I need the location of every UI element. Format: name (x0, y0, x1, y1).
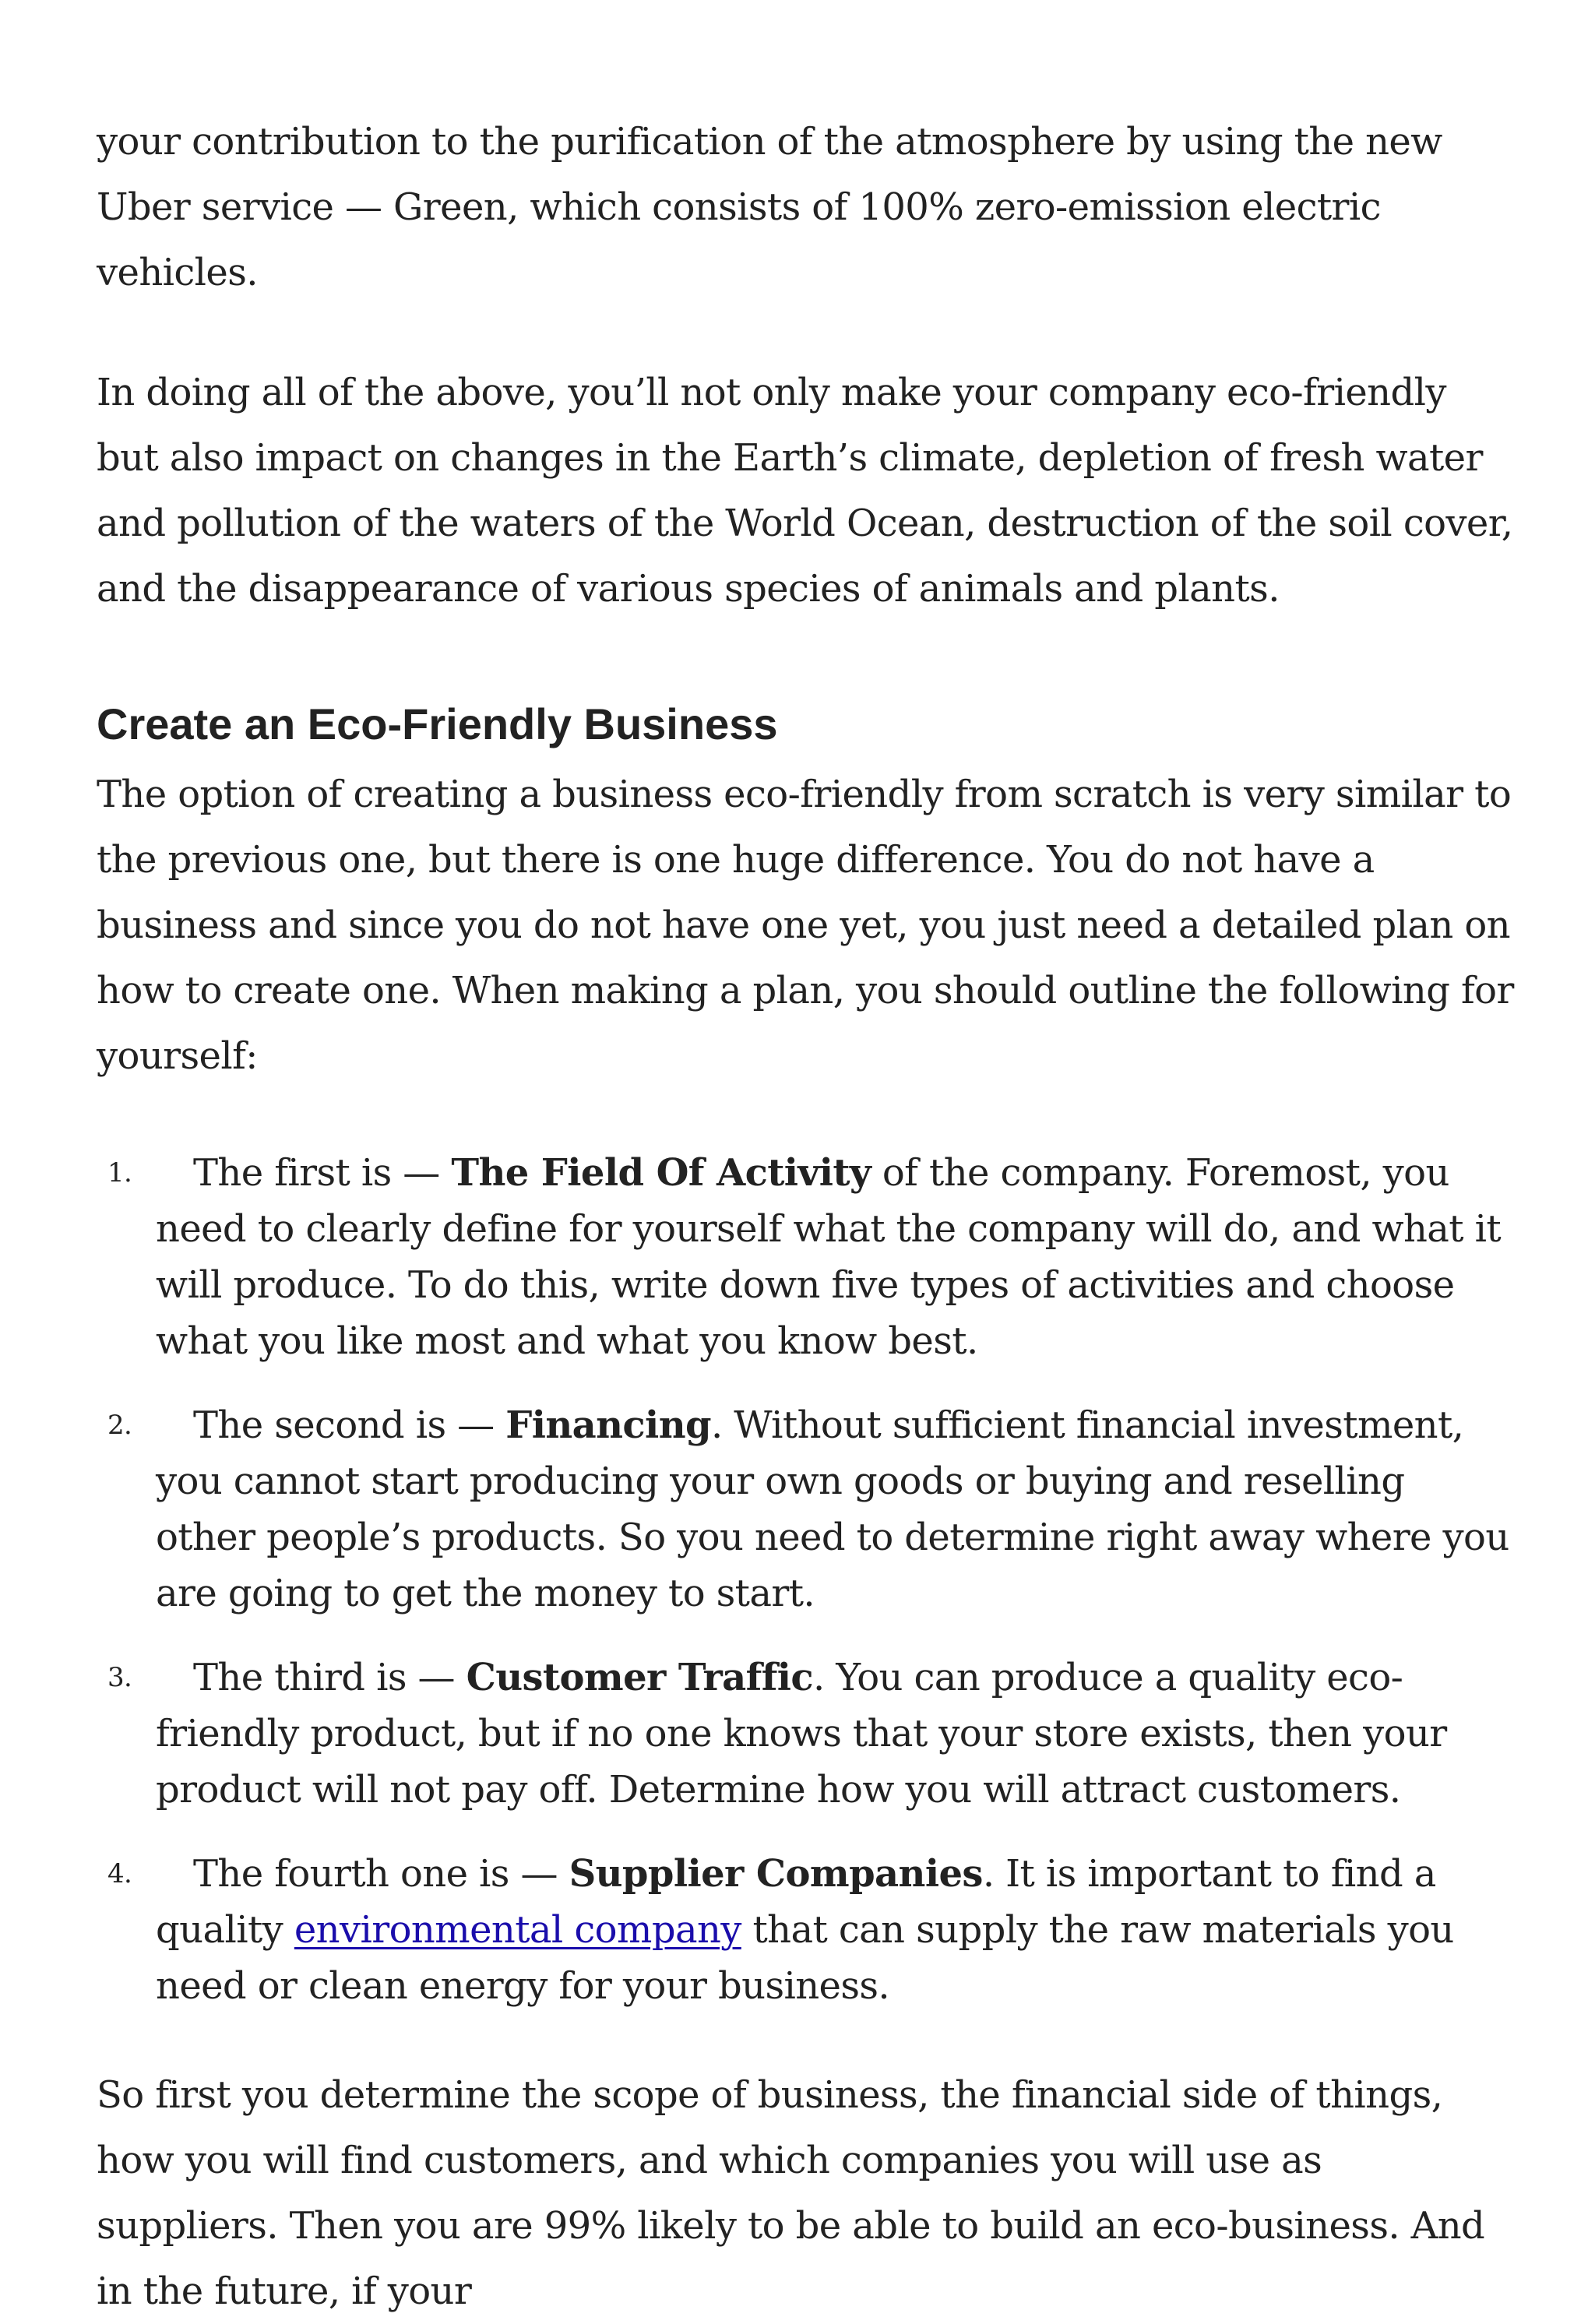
list-item (97, 1145, 1514, 1369)
list-item-text: . Without sufficient financial investment, you cannot start producing your own goods or buying and reselling other people’s products. So you need to determine right away where you are going to get the money to start. (156, 1403, 1509, 1615)
list-item-bold-term: Supplier Companies (569, 1852, 983, 1896)
list-item-text: . You can produce a quality eco-friendly product, but if no one knows that your store exists, then your product will not pay off. Determine how you will attract customers. (156, 1656, 1447, 1812)
list-item-text: . It is important to find a quality (156, 1852, 1436, 1952)
list-item-lead: The second is — (193, 1403, 506, 1447)
section-heading: Create an Eco-Friendly Business (97, 699, 778, 748)
environmental-company-link[interactable]: environmental company (294, 1908, 741, 1952)
list-item-bold-term: Financing (505, 1403, 711, 1447)
steps-list (97, 1145, 1514, 2014)
section-intro-paragraph: The option of creating a business eco-friendly from scratch is very similar to the previous one, but there is one huge difference. You do not have a business and since you do not have one yet, you just need a detailed plan on how to create one. When making a plan, you should outline the following for yourself: (97, 773, 1514, 1078)
list-item-lead: The third is — (193, 1656, 467, 1699)
list-item-number: 4. (107, 1858, 132, 1889)
list-item-lead: The fourth one is — (193, 1852, 569, 1896)
intro-paragraph-1: your contribution to the purification of the atmosphere by using the new Uber service — Green, which consists of 100% zero-emission electric vehicles. (97, 120, 1442, 294)
document-page (97, 109, 1514, 2324)
list-item (97, 1397, 1514, 1622)
list-item-text: that can supply the raw materials you need or clean energy for your business. (156, 1908, 1454, 2008)
list-item-number: 3. (107, 1662, 132, 1693)
list-item-lead: The first is — (193, 1151, 452, 1195)
list-item-bold-term: Customer Traffic (466, 1656, 814, 1699)
list-item (97, 1650, 1514, 1818)
list-item (97, 1846, 1514, 2014)
closing-paragraph: So first you determine the scope of business, the financial side of things, how you will find customers, and which companies you will use as suppliers. Then you are 99% likely to be able to build an eco-business. And in the future, if your (97, 2073, 1485, 2313)
list-item-bold-term: The Field Of Activity (451, 1151, 871, 1195)
list-item-number: 1. (107, 1157, 132, 1188)
list-item-number: 2. (107, 1410, 132, 1441)
intro-paragraph-2: In doing all of the above, you’ll not only make your company eco-friendly but also impact on changes in the Earth’s climate, depletion of fresh water and pollution of the waters of the World Ocean, destruction of the soil cover, and the disappearance of various species of animals and plants. (97, 371, 1513, 611)
list-item-text: of the company. Foremost, you need to clearly define for yourself what the company will do, and what it will produce. To do this, write down five types of activities and choose what you like most and what you know best. (156, 1151, 1502, 1363)
